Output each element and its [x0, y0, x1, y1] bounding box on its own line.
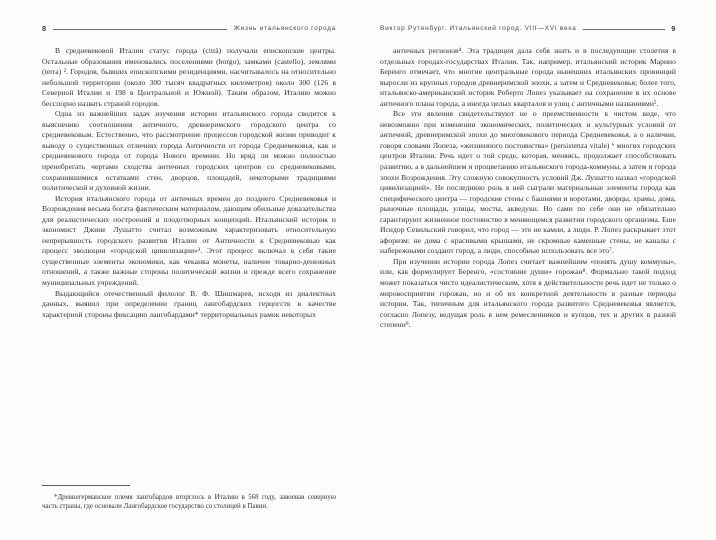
running-head-rule-right — [583, 29, 665, 30]
running-head-right — [380, 22, 676, 34]
page-number-left: 8 — [42, 23, 47, 33]
page-number-right: 9 — [671, 23, 676, 33]
body-text-right — [380, 46, 676, 331]
running-head-rule-left — [53, 29, 227, 30]
footnote-text — [42, 493, 336, 512]
paragraph: Выдающийся отечественный филолог В. Ф. Шишмарев, исходя из диалектных данных, выявил при определении границ лангобардских герцогств в качестве характерной стороны фиксацию лангобардами* территориальных рамок некоторых — [42, 288, 336, 319]
paragraph: История итальянского города от античных времен до позднего Средневековья и Возрождения весьма богата фактическим материалом, дающим обильные доказательства для реалистических построений и плодотворных концепций. Итальянский историк и экономист Джине Лушатто считал возможным характеризовать относительную непрерывность городского развития Италии от Античности к Средневековью как процесс эволюции «городской цивилизации»³. Этот процесс включал в себя такие существенные элементы экономики, как чеканка монеты, наличие товарно-денежных отношений, а также важные стороны политической жизни и прежде всего сохранение муниципальных учреждений. — [42, 193, 336, 288]
running-title-right: Виктор Рутенбург. Итальянский город. VIII—XVI века — [380, 24, 577, 32]
footnote-separator-rule — [42, 485, 130, 486]
running-title-left: Жизнь итальянского города — [233, 24, 336, 32]
footnote-block — [42, 485, 336, 512]
paragraph: античных регионов⁴. Эта традиция дала себя знать и в последующие столетия в отдельных городах-государствах Италии. Так, например, итальянский историк Марино Беренго отмечает, что многие центральные города нынешних итальянских провинций выросли из крупных городов древнеримской эпохи, а затем и Средневековья; более того, итальянско-американский историк Роберто Лопез указывает на сохранение в их основе античного плана города, а иногда целых кварталов и улиц с античными названиями⁵. — [380, 46, 676, 108]
footnote-paragraph: *Древнегерманское племя лангобардов вторглось в Италию в 568 году, завоевав северную часть страны, где основали Лангобардское государство со столицей в Павии. — [42, 493, 336, 511]
paragraph: Все эти явления свидетельствуют не о преемственности в чистом виде, что невозможно при изменении экономических, политических и культурных условий от античной, древнеримской эпохи до многовекового периода Средневековья, а о наличии, говоря словами Лопеза, «жизненного постоянства» (persistenza vitale) ⁶ многих городских центров Италии. Речь идет о той среде, которая, меняясь, продолжает способствовать развитию, а в дальнейшем и процветанию итальянского города-коммуны, а затем и города эпохи Возрождения. Эту сложную совокупность условий Дж. Лушатто назвал «городской цивилизацией». Не последнюю роль в ней сыграли материальные элементы города как специфического центра — городские стены с башнями и воротами, дворцы, храмы, дома, рыночные площади, улицы, мосты, акведуки. Но сами по себе они не обязательно гарантируют жизненное постоянство в меняющемся развитии городского организма. Еше Исидор Севильский говорил, что город — это не камни, а люди. Р. Лопез раскрывает этот афоризм: не дома с красивыми крышами, не скромные каменные стены, не каналы с набережными создают город, а люди, способные использовать все это⁷. — [380, 109, 676, 256]
page-right — [358, 0, 716, 540]
running-head-left — [42, 22, 336, 34]
body-text-left — [42, 46, 336, 320]
paragraph: При изучении истории города Лопез считает важнейшим «понять душу коммуны», или, как формулирует Беренго, «состояние души» горожан⁸. Формально такой подход может показаться чисто идеалистическим, хотя в действительности речь идет не только о мировосприятии горожан, но и об их конкретной деятельности в разные периоды истории. Так, типичным для итальянского города развитого Средневековья является, согласно Лопезу, ведущая роль в нем ремесленников и купцов, тех и других в разной степени⁹. — [380, 256, 676, 330]
paragraph: Одна из важнейших задач изучения истории итальянского города сводится к выяснению соотношения античного, древнеримского городского центра со средневековым. Естественно, что рассмотрение процессов городской жизни приводит к выводу о существенных отличиях города Античности от города Средневековья, как и средневекового города от города Нового времени. Но вряд ли можно полностью пренебрегать чертами сходства античных городских центров со средневековыми, сохранившимися остатками стен, дворцов, площадей, некоторыми традициями политической и духовной жизни. — [42, 109, 336, 193]
paragraph: В средневековой Италии статус города (città) получали епископские центры. Остальные образования именовались поселениями (borgo), замками (castello), землями (terra) ². Городов, бывших епископскими резиденциями, насчитывалось на относительно небольшой территории (около 300 тысяч квадратных километров) около 300 (126 в Северной Италии и 198 в Центральной и Южной). Таким образом, Италию можно бесспорно назвать страной городов. — [42, 46, 336, 108]
